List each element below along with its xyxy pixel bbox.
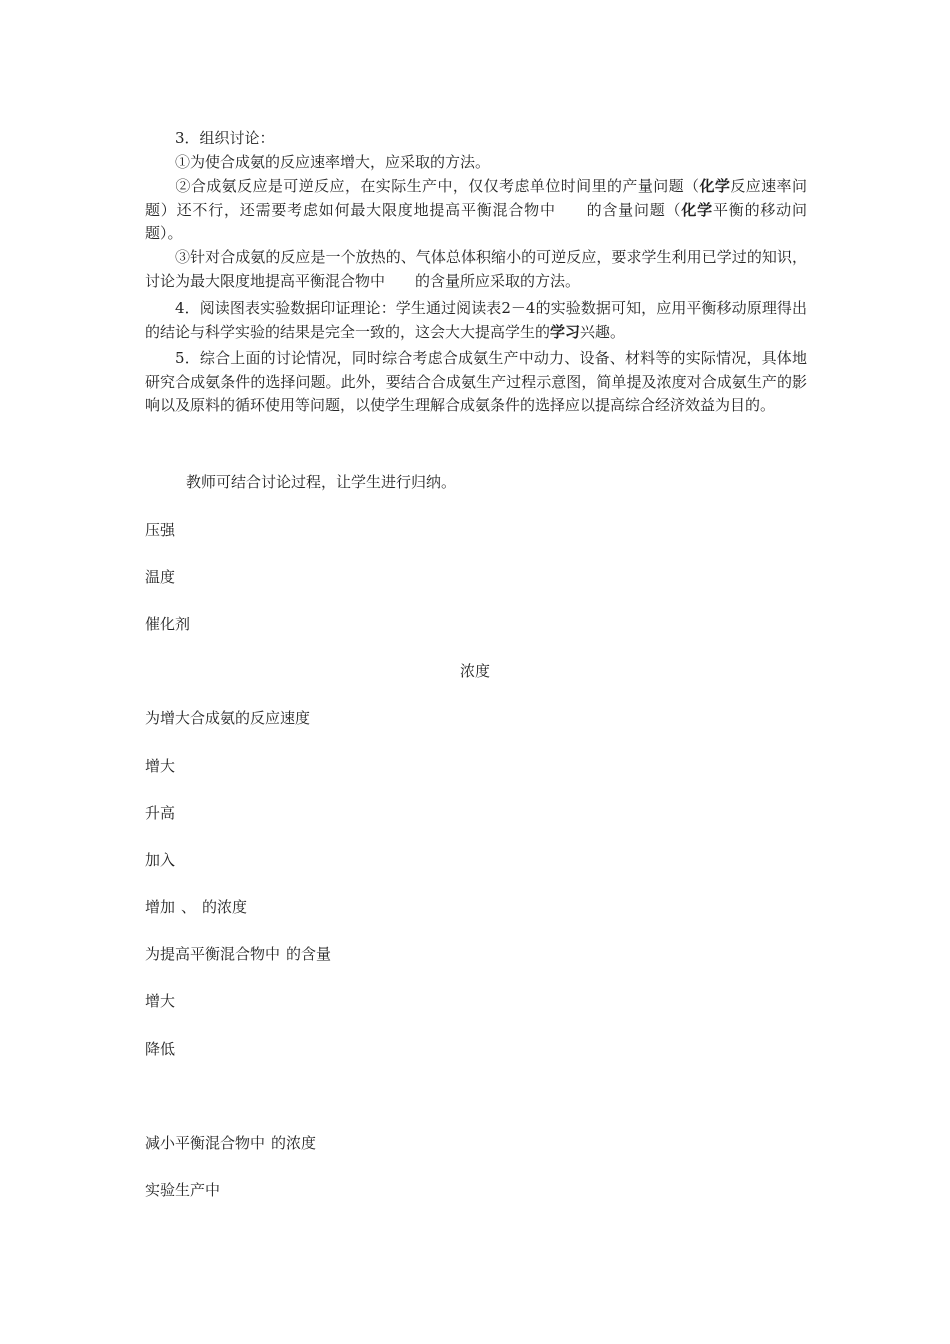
rate-catalyst: 加入: [145, 851, 176, 869]
discussion-heading: 3．组织讨论：: [175, 129, 275, 147]
rate-pressure: 增大: [145, 757, 176, 775]
equilibrium-goal: 为提高平衡混合物中 的含量: [145, 945, 332, 963]
row-temperature: 温度: [145, 568, 176, 586]
equilibrium-pressure: 增大: [145, 992, 176, 1010]
row-catalyst: 催化剂: [145, 615, 191, 633]
summary-intro: 教师可结合讨论过程，让学生进行归纳。: [186, 473, 457, 491]
rate-concentration: 增加 、 的浓度: [145, 898, 248, 916]
discussion-item-3: ③针对合成氨的反应是一个放热的、气体总体积缩小的可逆反应，要求学生利用已学过的知识，讨论为最大限度地提高平衡混合物中 的含量所应采取的方法。: [145, 248, 807, 290]
column-concentration: 浓度: [459, 662, 490, 680]
row-pressure: 压强: [145, 521, 176, 539]
paragraph-summary: 5．综合上面的讨论情况，同时综合考虑合成氨生产中动力、设备、材料等的实际情况，具体地研究合成氨条件的选择问题。此外，要结合合成氨生产过程示意图，简单提及浓度对合成氨生产的影响以及原料的循环使用等问题，以使学生理解合成氨条件的选择应以提高综合经济效益为目的。: [145, 349, 807, 414]
keyword-link[interactable]: 学习: [550, 322, 581, 341]
keyword-link[interactable]: 化学: [681, 200, 713, 219]
equilibrium-temperature: 降低: [145, 1040, 176, 1058]
discussion-item-1: ①为使合成氨的反应速率增大，应采取的方法。: [175, 153, 491, 171]
practice-label: 实验生产中: [145, 1181, 221, 1199]
discussion-item-2: ②合成氨反应是可逆反应，在实际生产中，仅仅考虑单位时间里的产量问题（化学反应速率问题）还不行，还需要考虑如何最大限度地提高平衡混合物中 的含量问题（化学平衡的移动问题）。: [145, 177, 807, 242]
equilibrium-concentration: 减小平衡混合物中 的浓度: [145, 1134, 317, 1152]
rate-temperature: 升高: [145, 804, 176, 822]
rate-goal: 为增大合成氨的反应速度: [145, 709, 311, 727]
paragraph-reading-data: 4．阅读图表实验数据印证理论：学生通过阅读表2－4的实验数据可知，应用平衡移动原理得出的结论与科学实验的结果是完全一致的，这会大大提高学生的学习兴趣。: [145, 299, 807, 341]
keyword-link[interactable]: 化学: [699, 177, 731, 195]
